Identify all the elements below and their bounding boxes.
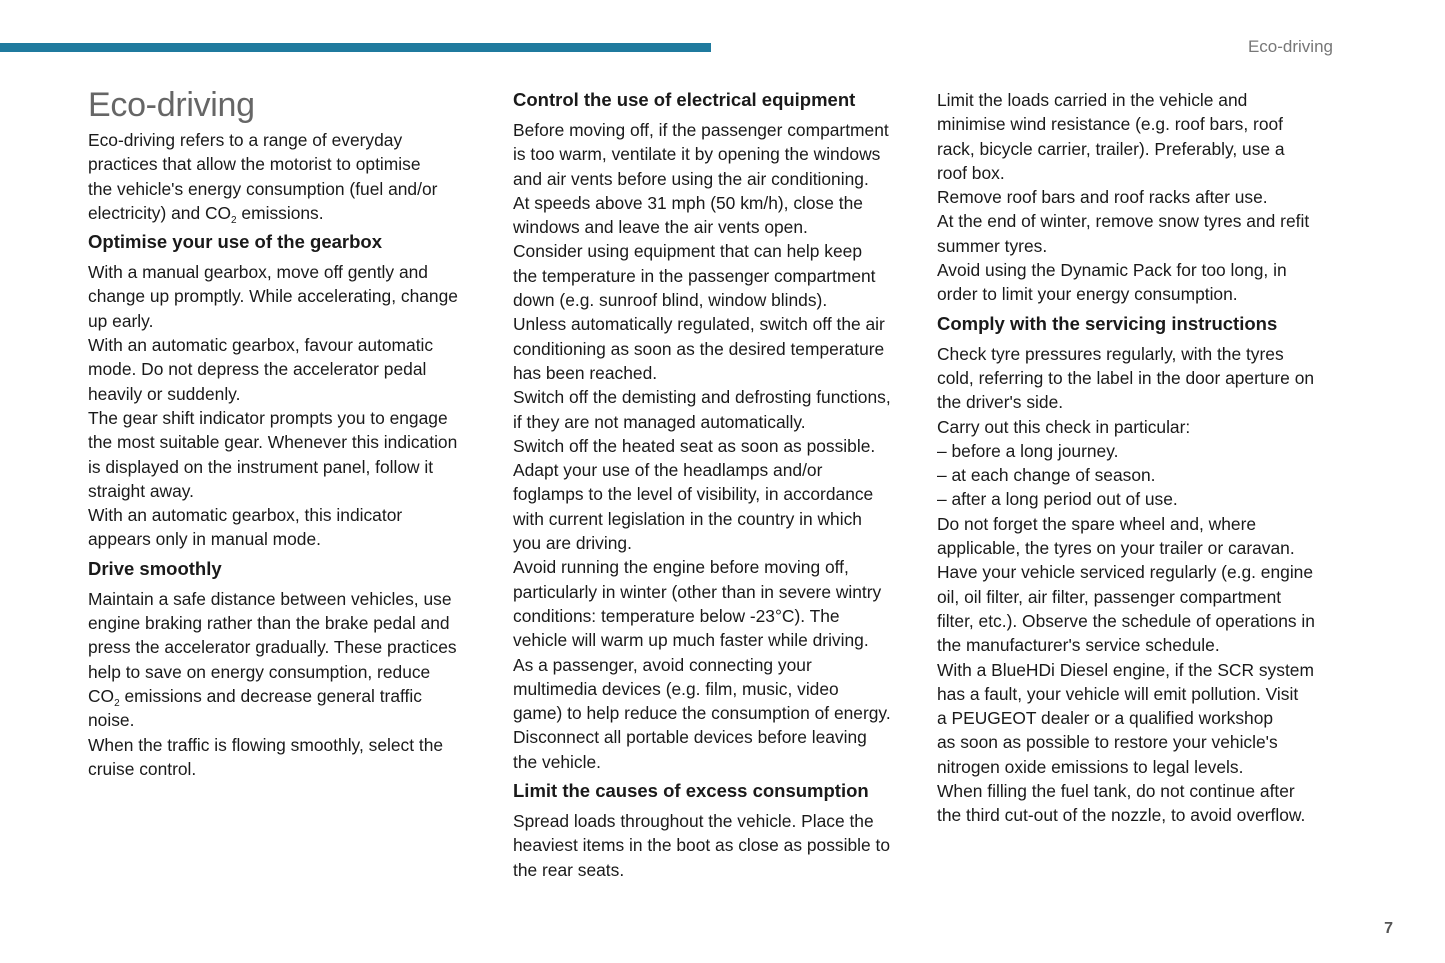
column-2 bbox=[513, 88, 915, 882]
drive-text-end: emissions and decrease general traffic noise. bbox=[88, 685, 422, 731]
gearbox-paragraph: With a manual gearbox, move off gently and change up promptly. While accelerating, change up early. bbox=[88, 262, 458, 331]
heading-gearbox: Optimise your use of the gearbox bbox=[88, 231, 383, 253]
column-1 bbox=[88, 88, 488, 781]
column-3 bbox=[937, 88, 1342, 828]
electrical-paragraph: As a passenger, avoid connecting your multimedia devices (e.g. film, music, video game) to help reduce the consumption of energy. bbox=[513, 654, 891, 724]
heading-electrical-equipment: Control the use of electrical equipment bbox=[513, 89, 856, 110]
excess-paragraph: Limit the loads carried in the vehicle and minimise wind resistance (e.g. roof bars, roof rack, bicycle carrier, trailer). Preferably, use a roof box. bbox=[937, 90, 1285, 183]
heading-excess-consumption: Limit the causes of excess consumption bbox=[513, 780, 869, 802]
servicing-paragraph: Carry out this check in particular: bbox=[937, 416, 1191, 437]
electrical-paragraph: Adapt your use of the headlamps and/or foglamps to the level of visibility, in accordance with current legislation in the country in which you are driving. bbox=[513, 460, 874, 554]
heading-servicing: Comply with the servicing instructions bbox=[937, 312, 1278, 334]
electrical-paragraph: At speeds above 31 mph (50 km/h), close the windows and leave the air vents open. bbox=[513, 192, 863, 238]
servicing-paragraph: Do not forget the spare wheel and, where applicable, the tyres on your trailer or caravan. bbox=[937, 513, 1295, 559]
list-item: – at each change of season. bbox=[937, 465, 1156, 486]
co2-subscript: 2 bbox=[114, 697, 120, 709]
electrical-paragraph: Switch off the demisting and defrosting functions, if they are not managed automatically. bbox=[513, 387, 891, 432]
electrical-paragraph: Consider using equipment that can help keep the temperature in the passenger compartment down (e.g. sunroof blind, window blinds). bbox=[513, 241, 876, 311]
excess-paragraph: Avoid using the Dynamic Pack for too long, in order to limit your energy consumption. bbox=[937, 260, 1287, 305]
list-item: – before a long journey. bbox=[937, 440, 1119, 461]
intro-text-end: emissions. bbox=[236, 202, 324, 223]
excess-paragraph: Spread loads throughout the vehicle. Place the heaviest items in the boot as close as possible to the rear seats. bbox=[513, 811, 891, 880]
excess-paragraph: Remove roof bars and roof racks after use. bbox=[937, 187, 1268, 208]
header-accent-bar bbox=[0, 43, 711, 52]
gearbox-paragraph: The gear shift indicator prompts you to engage the most suitable gear. Whenever this indication is displayed on the instrument panel, follow it straight away. bbox=[88, 407, 458, 501]
intro-paragraph bbox=[88, 128, 488, 225]
co2-subscript: 2 bbox=[231, 214, 237, 226]
drive-paragraph bbox=[88, 587, 488, 733]
drive-paragraph: When the traffic is flowing smoothly, select the cruise control. bbox=[88, 734, 444, 779]
running-header: Eco-driving bbox=[1247, 37, 1333, 56]
intro-text: Eco-driving refers to a range of everyday practices that allow the motorist to optimise the vehicle's energy consumption (fuel and/or electricity) and CO bbox=[88, 130, 438, 223]
servicing-paragraph: Check tyre pressures regularly, with the tyres cold, referring to the label in the door aperture on the driver's side. bbox=[937, 343, 1315, 413]
servicing-paragraph: Have your vehicle serviced regularly (e.g. engine oil, oil filter, air filter, passenger compartment filter, etc.). Observe the schedule of operations in the manufacturer's service schedule. bbox=[937, 562, 1315, 656]
excess-paragraph: At the end of winter, remove snow tyres and refit summer tyres. bbox=[937, 211, 1310, 256]
servicing-paragraph: When filling the fuel tank, do not continue after the third cut-out of the nozzle, to avoid overflow. bbox=[937, 781, 1306, 826]
electrical-paragraph: Disconnect all portable devices before leaving the vehicle. bbox=[513, 727, 867, 772]
heading-drive-smoothly: Drive smoothly bbox=[88, 557, 222, 579]
page-number: 7 bbox=[1384, 920, 1393, 937]
electrical-paragraph: Before moving off, if the passenger compartment is too warm, ventilate it by opening the windows and air vents before using the air conditioning. bbox=[513, 120, 889, 189]
gearbox-paragraph: With an automatic gearbox, this indicator appears only in manual mode. bbox=[88, 505, 403, 550]
electrical-paragraph: Switch off the heated seat as soon as possible. bbox=[513, 435, 876, 456]
drive-text: Maintain a safe distance between vehicles, use engine braking rather than the brake pedal and press the accelerator gradually. These practices help to save on energy consumption, reduce CO bbox=[88, 588, 457, 706]
gearbox-paragraph: With an automatic gearbox, favour automatic mode. Do not depress the accelerator pedal heavily or suddenly. bbox=[88, 335, 434, 404]
page-title: Eco-driving bbox=[88, 86, 255, 124]
electrical-paragraph: Unless automatically regulated, switch off the air conditioning as soon as the desired temperature has been reached. bbox=[513, 314, 885, 383]
electrical-paragraph: Avoid running the engine before moving off, particularly in winter (other than in severe wintry conditions: temperature below -23°C). The vehicle will warm up much faster while driving. bbox=[513, 557, 882, 651]
servicing-paragraph: With a BlueHDi Diesel engine, if the SCR system has a fault, your vehicle will emit pollution. Visit a PEUGEOT dealer or a qualified workshop as soon as possible to restore your vehicle's nitrogen oxide emissions to legal levels. bbox=[937, 659, 1314, 777]
list-item: – after a long period out of use. bbox=[937, 489, 1178, 510]
